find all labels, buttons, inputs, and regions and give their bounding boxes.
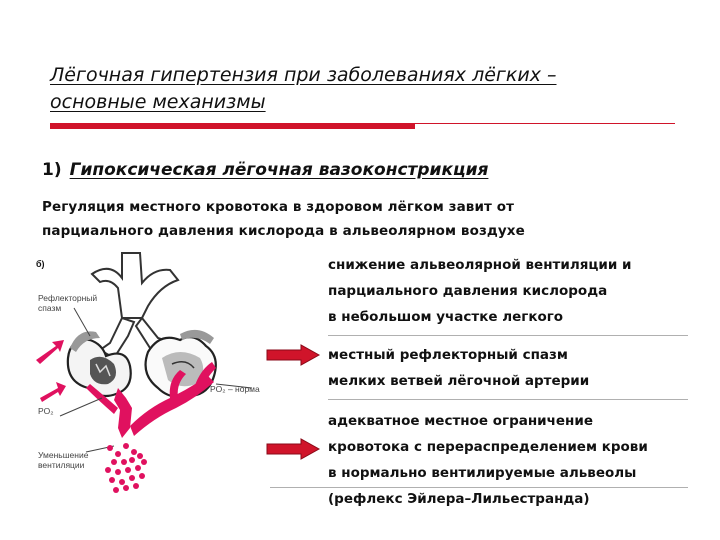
step-2-line-1: местный рефлекторный спазм (328, 347, 568, 363)
ventilation-dot (131, 449, 137, 455)
intro-text (42, 195, 525, 243)
diagram-panel-label: б) (36, 259, 45, 269)
step-3-line-2: кровотока с перераспределением крови (328, 439, 648, 455)
title-line-1: Лёгочная гипертензия при заболеваниях лёгких – (50, 64, 557, 86)
step-1-line-3: в небольшом участке легкого (328, 309, 564, 325)
ventilation-dot (115, 469, 121, 475)
step-3-line-3: в нормально вентилируемые альвеолы (328, 465, 637, 481)
step-2-text (328, 342, 589, 394)
intro-line-1: Регуляция местного кровотока в здоровом лёгком завит от (42, 199, 515, 215)
section-heading (42, 160, 488, 180)
step-2-line-2: мелких ветвей лёгочной артерии (328, 373, 590, 389)
ventilation-dot (121, 459, 127, 465)
ventilation-dot (137, 453, 143, 459)
ventilation-dot (129, 475, 135, 481)
spasm-arrow-upper (36, 340, 64, 364)
step-1-text (328, 252, 631, 330)
ventilation-dot (107, 445, 113, 451)
ventilation-dot (133, 483, 139, 489)
spasm-arrow-lower (40, 382, 66, 402)
ventilation-dot (125, 467, 131, 473)
ventilation-dot (119, 479, 125, 485)
reduced-ventilation-dots (105, 443, 147, 493)
slide-title (50, 62, 670, 116)
section-heading-text: Гипоксическая лёгочная вазоконстрикция (69, 160, 489, 180)
ventilation-dot (135, 465, 141, 471)
arrow-right-icon (265, 344, 321, 366)
label-po2-low: PO₂ (38, 406, 54, 416)
title-line-2: основные механизмы (50, 91, 266, 113)
ventilation-dot (109, 477, 115, 483)
step-1-line-1: снижение альвеолярной вентиляции и (328, 257, 632, 273)
ventilation-dot (105, 467, 111, 473)
step-1-line-2: парциального давления кислорода (328, 283, 608, 299)
ventilation-dot (115, 451, 121, 457)
label-reduced-ventilation: Уменьшение вентиляции (38, 450, 89, 470)
intro-line-2: парциального давления кислорода в альвеолярном воздухе (42, 223, 525, 239)
ventilation-dot (141, 459, 147, 465)
step-1-separator (328, 335, 688, 336)
ventilation-dot (111, 459, 117, 465)
ventilation-dot (123, 443, 129, 449)
title-rule-thick (50, 123, 415, 129)
step-3-text (328, 408, 648, 512)
artery-trunk (114, 388, 132, 438)
ventilation-dot (113, 487, 119, 493)
ventilation-dot (129, 457, 135, 463)
ventilation-dot (123, 485, 129, 491)
label-reflex-spasm: Рефлекторный спазм (38, 293, 98, 313)
step-3-line-4: (рефлекс Эйлера–Лильестранда) (328, 491, 590, 507)
arrow-right-icon-2 (265, 438, 321, 460)
step-2-separator (328, 399, 688, 400)
ventilation-dot (139, 473, 145, 479)
step-3-separator (270, 487, 688, 488)
step-3-line-1: адекватное местное ограничение (328, 413, 593, 429)
title-rule-thin (415, 123, 675, 124)
label-po2-normal: PO₂ – норма (210, 384, 260, 394)
section-number: 1) (42, 160, 62, 180)
airway-trunk (92, 253, 178, 318)
